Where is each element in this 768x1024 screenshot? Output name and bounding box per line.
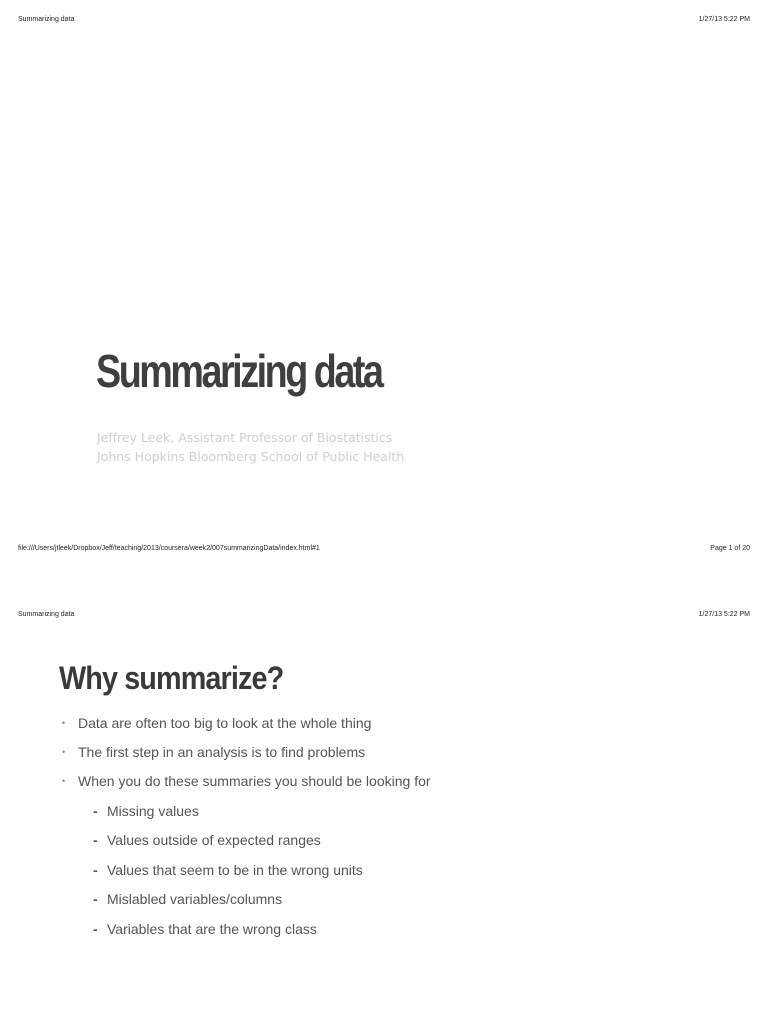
dash-marker: - bbox=[93, 891, 98, 907]
page2-header-title: Summarizing data bbox=[18, 611, 75, 618]
bullet-marker: • bbox=[62, 718, 66, 728]
page1-header-datetime: 1/27/13 5:22 PM bbox=[698, 16, 750, 23]
subbullet-text: Variables that are the wrong class bbox=[107, 921, 317, 937]
subbullet-text: Values outside of expected ranges bbox=[107, 832, 321, 848]
bullet-marker: • bbox=[62, 776, 66, 786]
dash-marker: - bbox=[93, 803, 98, 819]
dash-marker: - bbox=[93, 832, 98, 848]
dash-marker: - bbox=[93, 862, 98, 878]
page2-header-datetime: 1/27/13 5:22 PM bbox=[698, 611, 750, 618]
subbullet-text: Mislabled variables/columns bbox=[107, 891, 283, 907]
page1-slide-title: Summarizing data bbox=[96, 345, 382, 397]
page1-author-line: Jeffrey Leek, Assistant Professor of Biostatistics bbox=[97, 430, 393, 445]
bullet-marker: • bbox=[62, 747, 66, 757]
page1-affiliation-line: Johns Hopkins Bloomberg School of Public Health bbox=[97, 449, 405, 464]
bullet-text: The first step in an analysis is to find problems bbox=[78, 744, 366, 760]
page2-slide-title: Why summarize? bbox=[59, 660, 284, 696]
subbullet-text: Values that seem to be in the wrong units bbox=[107, 862, 363, 878]
bullet-text: Data are often too big to look at the whole thing bbox=[78, 715, 372, 731]
page1-footer-page: Page 1 of 20 bbox=[710, 545, 750, 552]
page1-footer-path: file:///Users/jtleek/Dropbox/Jeff/teaching/2013/coursera/week2/007summarizingData/index.html#1 bbox=[18, 545, 320, 552]
dash-marker: - bbox=[93, 921, 98, 937]
subbullet-text: Missing values bbox=[107, 803, 199, 819]
bullet-text: When you do these summaries you should be looking for bbox=[78, 773, 431, 789]
page1-header-title: Summarizing data bbox=[18, 16, 75, 23]
